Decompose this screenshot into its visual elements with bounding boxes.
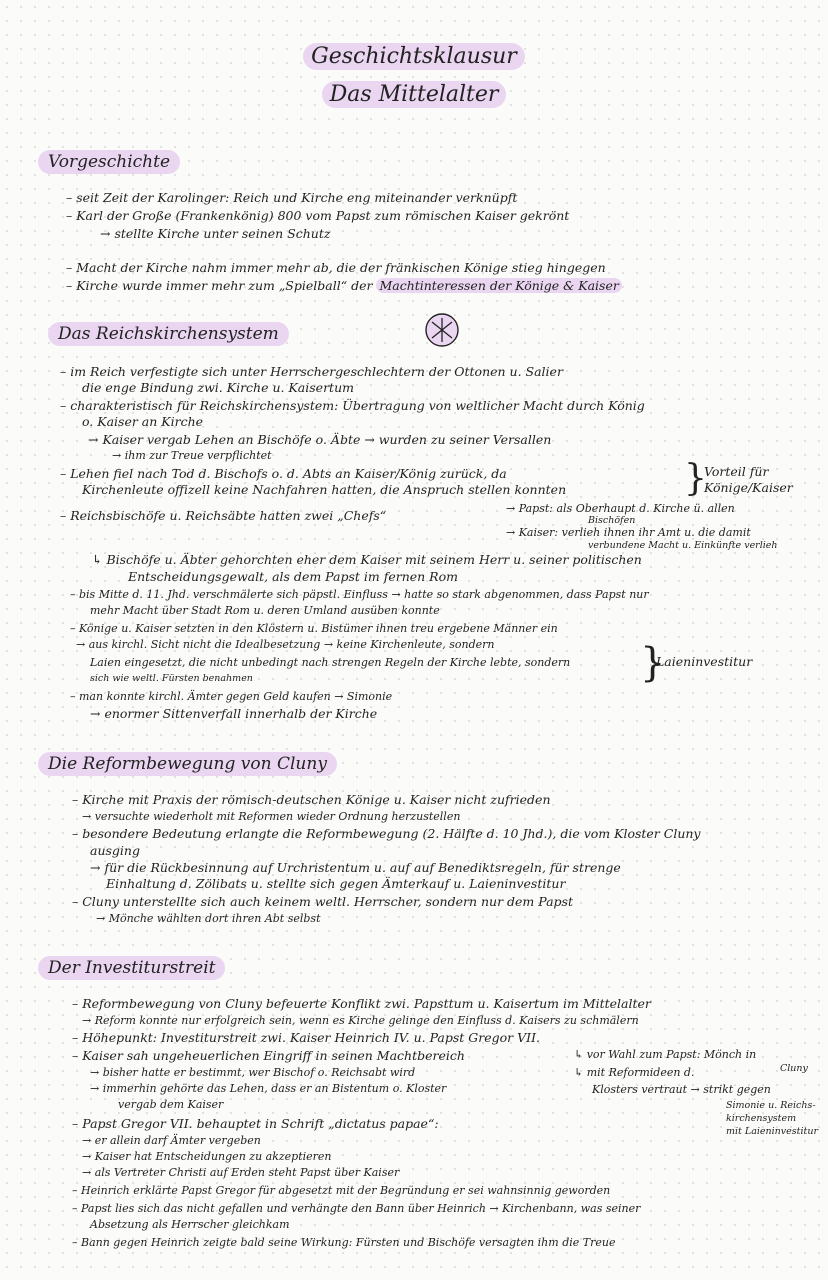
note-line: → bisher hatte er bestimmt, wer Bischof o. Reichsabt wird [90,1066,416,1079]
compass-icon [424,312,460,348]
note-line: kirchensystem [726,1113,797,1124]
note-line: → enormer Sittenverfall innerhalb der Kirche [90,706,378,721]
note-line: – Papst lies sich das nicht gefallen und verhängte den Bann über Heinrich → Kirchenbann, was seiner [72,1202,641,1215]
note-line: – Lehen fiel nach Tod d. Bischofs o. d. Abts an Kaiser/König zurück, da [60,466,507,481]
note-line: Könige/Kaiser [704,480,793,495]
note-line: → stellte Kirche unter seinen Schutz [100,226,331,241]
note-line: Laien eingesetzt, die nicht unbedingt nach strengen Regeln der Kirche lebte, sondern [90,656,571,669]
note-line: Cluny [780,1063,808,1074]
note-line: – charakteristisch für Reichskirchensystem: Übertragung von weltlicher Macht durch König [60,398,645,413]
note-line: – Kaiser sah ungeheuerlichen Eingriff in seinen Machtbereich [72,1048,465,1063]
section-heading-reichskirchensystem: Das Reichskirchensystem [48,322,289,346]
note-line: – Reichsbischöfe u. Reichsäbte hatten zwei „Chefs“ [60,508,387,523]
note-line: → für die Rückbesinnung auf Urchristentum u. auf auf Benediktsregeln, für strenge [90,860,621,875]
note-line: → Kaiser: verlieh ihnen ihr Amt u. die damit [506,526,751,539]
note-line: – Könige u. Kaiser setzten in den Klöstern u. Bistümer ihnen treu ergebene Männer ein [70,622,558,635]
note-line: → aus kirchl. Sicht nicht die Idealbesetzung → keine Kirchenleute, sondern [76,638,495,651]
section-heading-investiturstreit: Der Investiturstreit [38,956,225,980]
note-line: – Cluny unterstellte sich auch keinem weltl. Herrscher, sondern nur dem Papst [72,894,573,909]
title-line-1: Geschichtsklausur [303,43,525,70]
brace: } [640,640,666,686]
section-heading-cluny: Die Reformbewegung von Cluny [38,752,337,776]
highlight: Machtinteressen der Könige & Kaiser [376,278,621,293]
note-line: die enge Bindung zwi. Kirche u. Kaisertum [82,380,354,395]
note-line: – Bann gegen Heinrich zeigte bald seine Wirkung: Fürsten und Bischöfe versagten ihm die Treue [72,1236,616,1249]
note-line: – Heinrich erklärte Papst Gregor für abgesetzt mit der Begründung er sei wahnsinnig geworden [72,1184,611,1197]
page-subtitle [0,82,828,107]
note-line: → Kaiser hat Entscheidungen zu akzeptieren [82,1150,332,1163]
note-line: – Macht der Kirche nahm immer mehr ab, die der fränkischen Könige stieg hingegen [66,260,606,275]
note-line: → versuchte wiederholt mit Reformen wieder Ordnung herzustellen [82,810,461,823]
note-line: ↳ vor Wahl zum Papst: Mönch in [574,1048,757,1061]
note-line: – Papst Gregor VII. behauptet in Schrift „dictatus papae“: [72,1116,439,1131]
note-line: – Höhepunkt: Investiturstreit zwi. Kaiser Heinrich IV. u. Papst Gregor VII. [72,1030,540,1045]
note-line: Absetzung als Herrscher gleichkam [90,1218,290,1231]
note-line: Klosters vertraut → strikt gegen [592,1083,771,1096]
note-line: – Kirche wurde immer mehr zum „Spielball“ der Machtinteressen der Könige & Kaiser [66,278,622,293]
note-line: Laieninvestitur [656,654,753,669]
page-title [0,44,828,69]
title-line-2: Das Mittelalter [322,81,507,108]
note-line: vergab dem Kaiser [118,1098,224,1111]
note-line: → als Vertreter Christi auf Erden steht Papst über Kaiser [82,1166,400,1179]
note-line: Kirchenleute offizell keine Nachfahren hatten, die Anspruch stellen konnten [82,482,567,497]
note-line: mehr Macht über Stadt Rom u. deren Umland ausüben konnte [90,604,440,617]
note-line: → Mönche wählten dort ihren Abt selbst [96,912,321,925]
note-line: Einhaltung d. Zölibats u. stellte sich gegen Ämterkauf u. Laieninvestitur [106,876,566,891]
note-line: – bis Mitte d. 11. Jhd. verschmälerte sich päpstl. Einfluss → hatte so stark abgenommen, dass Papst nur [70,588,649,601]
note-line: – seit Zeit der Karolinger: Reich und Kirche eng miteinander verknüpft [66,190,518,205]
note-line: mit Laieninvestitur [726,1126,818,1137]
note-line: → Reform konnte nur erfolgreich sein, wenn es Kirche gelinge den Einfluss d. Kaisers zu schmälern [82,1014,639,1027]
note-line: Simonie u. Reichs- [726,1100,816,1111]
note-line: → immerhin gehörte das Lehen, dass er an Bistentum o. Kloster [90,1082,447,1095]
note-line: Entscheidungsgewalt, als dem Papst im fernen Rom [128,569,458,584]
note-line: – Karl der Große (Frankenkönig) 800 vom Papst zum römischen Kaiser gekrönt [66,208,570,223]
note-line: verbundene Macht u. Einkünfte verlieh [588,540,778,551]
section-heading-vorgeschichte: Vorgeschichte [38,150,180,174]
note-line: → er allein darf Ämter vergeben [82,1134,261,1147]
note-line: → Papst: als Oberhaupt d. Kirche ü. allen [506,502,735,515]
note-line: – besondere Bedeutung erlangte die Reformbewegung (2. Hälfte d. 10 Jhd.), die vom Kloster Cluny [72,826,701,841]
note-line: – im Reich verfestigte sich unter Herrschergeschlechtern der Ottonen u. Salier [60,364,563,379]
brace: } [684,458,707,499]
note-line: → Kaiser vergab Lehen an Bischöfe o. Äbte → wurden zu seiner Versallen [88,432,552,447]
note-line: sich wie weltl. Fürsten benahmen [90,673,253,684]
note-line: Vorteil für [704,464,769,479]
note-line: ↳ Bischöfe u. Äbter gehorchten eher dem Kaiser mit seinem Herr u. seiner politischen [92,552,642,567]
note-line: → ihm zur Treue verpflichtet [112,449,272,462]
note-line: – Kirche mit Praxis der römisch-deutschen Könige u. Kaiser nicht zufrieden [72,792,551,807]
note-line: o. Kaiser an Kirche [82,414,204,429]
note-line: – Reformbewegung von Cluny befeuerte Konflikt zwi. Papsttum u. Kaisertum im Mittelalter [72,996,651,1011]
note-line: ausging [90,843,140,858]
note-line: ↳ mit Reformideen d. [574,1066,695,1079]
note-line: – man konnte kirchl. Ämter gegen Geld kaufen → Simonie [70,690,393,703]
note-line: Bischöfen [588,515,636,526]
